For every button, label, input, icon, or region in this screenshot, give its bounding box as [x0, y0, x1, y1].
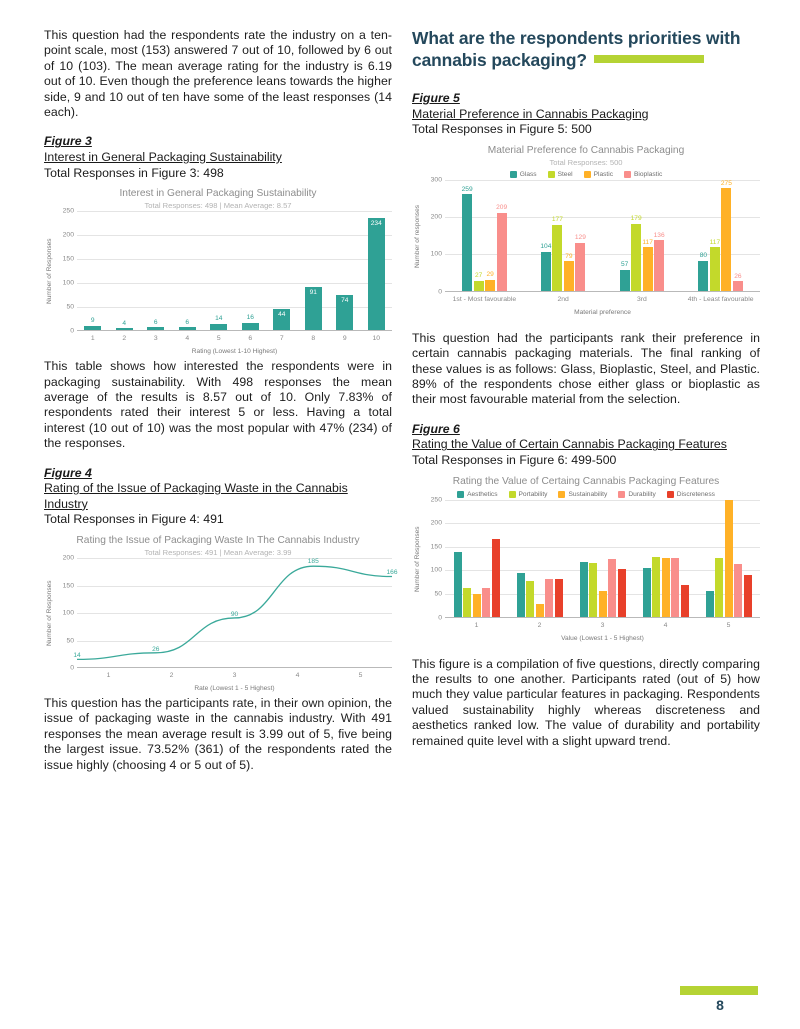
y-tick-label: 50: [434, 590, 442, 598]
figure5-plot-area: [412, 176, 760, 296]
bar-group: [603, 180, 682, 291]
figure4-plot: [73, 558, 398, 668]
bar[interactable]: [526, 581, 534, 616]
x-tick-label: 2: [122, 335, 127, 343]
y-tick-label: 200: [430, 213, 442, 221]
bar-group: [77, 211, 109, 330]
legend-label: Aesthetics: [467, 490, 498, 498]
bar[interactable]: [618, 569, 626, 616]
bar[interactable]: [744, 575, 752, 617]
bar-value-label: 57: [620, 261, 629, 269]
legend-item[interactable]: [618, 491, 655, 498]
section-headline-text: What are the respondents priorities with cannabis packaging?: [412, 28, 741, 70]
x-tick-label: 3: [153, 335, 158, 343]
bar[interactable]: [368, 218, 385, 330]
figure3-total-responses: Total Responses in Figure 3: 498: [44, 165, 224, 180]
figure3-bar-groups: [77, 211, 392, 330]
x-tick-label: 8: [311, 335, 316, 343]
figure4-plot-area: [44, 554, 398, 672]
legend-swatch-steel: [548, 171, 555, 178]
figure5-title: Material Preference fo Cannabis Packaging: [487, 144, 685, 156]
bar[interactable]: [698, 252, 708, 291]
y-tick-label: 50: [66, 637, 74, 645]
bar-value-label: 14: [215, 315, 223, 322]
chart-figure5: [412, 144, 760, 316]
line-point-label: 14: [73, 652, 81, 660]
bar-group: [681, 180, 760, 291]
x-tick-label: 6: [248, 335, 253, 343]
figure5-legend: [412, 171, 760, 178]
y-tick-label: 0: [438, 288, 442, 296]
legend-item[interactable]: [584, 171, 613, 178]
x-tick-label: 2: [169, 672, 174, 680]
two-column-layout: [44, 28, 760, 787]
bar-value-label: 29: [486, 271, 494, 279]
bar[interactable]: [461, 185, 473, 291]
figure5-total-responses: Total Responses in Figure 5: 500: [412, 122, 592, 137]
line-point-label: 166: [386, 568, 398, 576]
legend-item[interactable]: [509, 491, 548, 498]
section-headline: [412, 28, 760, 71]
bar[interactable]: [642, 238, 653, 291]
bar-group: [203, 211, 235, 330]
y-tick-label: 250: [62, 207, 74, 215]
bar[interactable]: [608, 559, 616, 617]
bar-value-label: 91: [309, 288, 317, 296]
bar[interactable]: [336, 295, 353, 331]
bar-value-label: 104: [540, 243, 552, 251]
x-tick-label: 1st - Most favourable: [452, 295, 517, 303]
paragraph-figure4-analysis: This question has the participants rate, in their own opinion, the issue of packaging waste in the cannabis industry. With 491 responses the mean average result is 3.99 out of 5, five being the largest issue. 73.52% (361) of the respondents rated the issue highly (choosing 4 or 5 out of 5).: [44, 696, 392, 772]
bar[interactable]: [643, 568, 651, 616]
bar[interactable]: [485, 271, 495, 291]
figure4-y-axis-label: Number of Responses: [46, 580, 53, 646]
figure6-plot: [445, 500, 760, 618]
legend-label: Discreteness: [676, 490, 715, 498]
bar[interactable]: [709, 238, 721, 291]
legend-label: Durability: [628, 490, 656, 498]
figure6-y-axis-label: Number of Responses: [414, 525, 421, 592]
bar[interactable]: [662, 558, 670, 617]
x-tick-label: 7: [279, 335, 284, 343]
x-tick-label: 3: [600, 621, 605, 629]
bar[interactable]: [454, 552, 462, 617]
bar-value-label: 259: [461, 185, 473, 193]
figure5-y-axis-label: Number of responses: [414, 204, 421, 268]
bar-value-label: 6: [153, 318, 158, 326]
y-tick-label: 150: [62, 255, 74, 263]
bar-value-label: 117: [709, 238, 721, 246]
footer-accent-bar: [680, 986, 758, 995]
bar-value-label: 117: [642, 238, 653, 246]
x-tick-label: 5: [216, 335, 221, 343]
y-tick-label: 250: [430, 496, 442, 504]
bar[interactable]: [551, 216, 563, 291]
bar-value-label: 79: [565, 252, 573, 260]
x-tick-label: 1: [90, 335, 95, 343]
bar[interactable]: [305, 287, 322, 331]
bar-group: [266, 211, 298, 330]
bar-group: [571, 500, 634, 617]
figure5-subtitle: Total Responses: 500: [549, 157, 623, 167]
bar[interactable]: [482, 588, 490, 616]
bar[interactable]: [599, 591, 607, 616]
legend-label: Steel: [557, 170, 573, 178]
figure5-x-axis: [445, 292, 760, 303]
x-tick-label: 1: [106, 672, 111, 680]
x-tick-label: 4: [185, 335, 190, 343]
x-tick-label: 10: [372, 335, 381, 343]
bar-group: [361, 211, 393, 330]
bar[interactable]: [84, 317, 101, 330]
figure4-label: Figure 4: [44, 465, 92, 480]
bar-group: [172, 211, 204, 330]
x-tick-label: 3rd: [636, 295, 647, 303]
figure3-plot-area: [44, 207, 392, 335]
bar[interactable]: [589, 563, 597, 616]
bar[interactable]: [620, 261, 630, 291]
figure3-y-axis-label: Number of Responses: [46, 238, 53, 305]
bar-group: [445, 500, 508, 617]
figure4-caption-title: Rating of the Issue of Packaging Waste in the Cannabis Industry: [44, 481, 348, 511]
legend-item[interactable]: [548, 171, 573, 178]
bar[interactable]: [463, 588, 471, 616]
legend-swatch-sustainability: [558, 491, 565, 498]
line-point-label: 26: [152, 645, 160, 653]
figure6-x-axis: [445, 618, 760, 629]
figure6-label: Figure 6: [412, 421, 460, 436]
figure6-x-axis-label: Value (Lowest 1 - 5 Highest): [561, 634, 644, 642]
paragraph-figure6-analysis: This figure is a compilation of five questions, directly comparing the results to one another. Participants rated (out of 5) how much they value particular features in packaging. Respondents valued sustainability highly whereas discreteness and aesthetics ranked low. The value of durability and portability remained quite level with a slight upward trend.: [412, 656, 760, 748]
legend-swatch-discreteness: [667, 491, 674, 498]
legend-label: Portability: [518, 490, 548, 498]
y-tick-label: 200: [62, 554, 74, 562]
bar-group: [109, 211, 141, 330]
figure4-x-axis: [77, 668, 392, 679]
bar[interactable]: [630, 215, 642, 291]
figure4-total-responses: Total Responses in Figure 4: 491: [44, 512, 224, 527]
y-tick-label: 0: [70, 664, 74, 672]
bar-group: [697, 500, 760, 617]
bar[interactable]: [210, 315, 227, 331]
bar[interactable]: [540, 243, 552, 291]
headline-accent-bar: [594, 55, 704, 63]
figure5-plot: [445, 180, 760, 292]
figure3-x-axis: [77, 331, 392, 342]
figure6-plot-area: [412, 496, 760, 622]
figure6-bar-groups: [445, 500, 760, 617]
left-column: [44, 28, 398, 787]
figure3-title: Interest in General Packaging Sustainability: [119, 188, 317, 200]
figure3-label: Figure 3: [44, 134, 92, 149]
figure6-total-responses: Total Responses in Figure 6: 499-500: [412, 453, 617, 467]
x-tick-label: 2: [537, 621, 542, 629]
bar[interactable]: [545, 579, 553, 617]
bar[interactable]: [492, 539, 500, 617]
bar-value-label: 6: [185, 318, 190, 326]
legend-swatch-aesthetics: [457, 491, 464, 498]
bar[interactable]: [652, 557, 660, 616]
figure4-title: Rating the Issue of Packaging Waste In The Cannabis Industry: [76, 535, 360, 547]
figure5-caption-title: Material Preference in Cannabis Packaging: [412, 106, 649, 121]
figure3-x-axis-label: Rating (Lowest 1-10 Highest): [191, 348, 278, 356]
bar[interactable]: [715, 558, 723, 617]
legend-label: Glass: [519, 170, 537, 178]
x-tick-label: 5: [358, 672, 363, 680]
bar-value-label: 44: [278, 311, 286, 319]
bar-value-label: 9: [90, 317, 95, 325]
legend-label: Sustainability: [568, 490, 608, 498]
x-tick-label: 2nd: [557, 295, 569, 303]
figure6-legend: [412, 491, 760, 498]
bar[interactable]: [580, 562, 588, 617]
x-tick-label: 5: [726, 621, 731, 629]
x-tick-label: 9: [342, 335, 347, 343]
legend-item[interactable]: [624, 171, 662, 178]
bar[interactable]: [473, 594, 481, 616]
bar-value-label: 179: [630, 215, 642, 223]
bar-value-label: 234: [370, 219, 382, 227]
bar[interactable]: [273, 309, 290, 330]
legend-swatch-portability: [509, 491, 516, 498]
paragraph-figure3-intro: This question had the respondents rate the industry on a ten-point scale, most (153) answered 7 out of 10, followed by 6 out of 10 (103). The mean average rating for the industry is 6.19 out of 10. Even though the preference leans towards the higher side, 9 and 10 out of ten have some of the least responses (14 each).: [44, 28, 392, 120]
chart-figure6: [412, 475, 760, 642]
page-footer: [680, 986, 760, 1013]
y-tick-label: 100: [62, 609, 74, 617]
legend-swatch-glass: [510, 171, 517, 178]
x-tick-label: 4: [295, 672, 300, 680]
bar[interactable]: [179, 318, 196, 330]
bar[interactable]: [653, 231, 665, 291]
x-tick-label: 4th - Least favourable: [687, 295, 754, 303]
y-tick-label: 50: [66, 303, 74, 311]
bar-value-label: 209: [496, 204, 508, 212]
figure5-x-axis-label: Material preference: [574, 308, 631, 316]
bar-value-label: 4: [122, 319, 127, 327]
y-tick-label: 300: [430, 176, 442, 184]
legend-item[interactable]: [457, 491, 497, 498]
legend-swatch-plastic: [584, 171, 591, 178]
bar-group: [524, 180, 603, 291]
figure6-title: Rating the Value of Certaing Cannabis Packaging Features: [452, 475, 720, 487]
bar-value-label: 129: [574, 234, 586, 242]
legend-label: Plastic: [593, 170, 614, 178]
bar[interactable]: [242, 314, 259, 331]
paragraph-figure3-analysis: This table shows how interested the respondents were in packaging sustainability. With 498 responses the mean average of the results is 8.57 out of 10. Only 7.83% of respondents rated their interest 5 or less. Having a total interest (10 out of 10) was the most popular with 47% (234) of the responses.: [44, 359, 392, 451]
figure6-caption-title: Rating the Value of Certain Cannabis Packaging Features: [412, 437, 727, 452]
bar[interactable]: [564, 252, 574, 290]
figure5-y-axis: [423, 176, 445, 296]
bar-value-label: 74: [341, 296, 349, 304]
y-tick-label: 100: [430, 250, 442, 258]
bar[interactable]: [555, 579, 563, 617]
figure4-x-axis-label: Rate (Lowest 1 - 5 Highest): [194, 685, 275, 693]
figure5-bar-groups: [445, 180, 760, 291]
y-tick-label: 200: [430, 519, 442, 527]
figure3-y-axis: [55, 207, 77, 335]
y-tick-label: 150: [62, 582, 74, 590]
bar-value-label: 27: [474, 272, 483, 280]
right-column: [412, 28, 760, 787]
bar[interactable]: [536, 604, 544, 616]
legend-swatch-durability: [618, 491, 625, 498]
y-tick-label: 150: [430, 543, 442, 551]
bar[interactable]: [725, 500, 733, 616]
figure4-subtitle: Total Responses: 491 | Mean Average: 3.99: [144, 548, 292, 558]
legend-item[interactable]: [510, 171, 537, 178]
bar[interactable]: [706, 591, 714, 616]
bar-value-label: 136: [653, 231, 665, 239]
bar-value-label: 177: [551, 216, 563, 224]
bar-value-label: 275: [720, 179, 732, 187]
y-tick-label: 100: [430, 566, 442, 574]
bar-value-label: 80: [699, 252, 708, 260]
bar-group: [329, 211, 361, 330]
bar[interactable]: [517, 573, 525, 616]
paragraph-figure5-analysis: This question had the participants rank their preference in certain cannabis packaging materials. The final ranking of these values is as follows: Glass, Bioplastic, Steel, and Plastic. 89% of the respondents chose either glass or bioplastic as their most favourable material from the selection.: [412, 330, 760, 407]
y-tick-label: 0: [438, 614, 442, 622]
bar-value-label: 26: [734, 272, 742, 280]
figure3-caption-title: Interest in General Packaging Sustainability: [44, 150, 282, 165]
x-tick-label: 4: [663, 621, 668, 629]
bar[interactable]: [574, 234, 586, 291]
figure6-y-axis: [423, 496, 445, 622]
bar-group: [298, 211, 330, 330]
bar-value-label: 16: [246, 314, 254, 322]
figure3-subtitle: Total Responses: 498 | Mean Average: 8.57: [144, 201, 292, 211]
figure3-plot: [77, 211, 392, 331]
bar[interactable]: [733, 272, 743, 291]
legend-item[interactable]: [667, 491, 715, 498]
bar[interactable]: [147, 318, 164, 330]
bar[interactable]: [474, 272, 484, 291]
bar-group: [140, 211, 172, 330]
line-point-label: 185: [307, 558, 319, 566]
bar[interactable]: [671, 558, 679, 617]
bar[interactable]: [734, 564, 742, 617]
bar-group: [508, 500, 571, 617]
legend-item[interactable]: [558, 491, 607, 498]
legend-swatch-bioplastic: [624, 171, 631, 178]
bar[interactable]: [681, 585, 689, 617]
bar[interactable]: [496, 204, 508, 291]
legend-label: Bioplastic: [634, 170, 663, 178]
y-tick-label: 100: [62, 279, 74, 287]
figure5-label: Figure 5: [412, 91, 460, 105]
line-point-label: 90: [230, 610, 239, 618]
bar[interactable]: [720, 179, 732, 291]
bar-group: [634, 500, 697, 617]
chart-figure3: [44, 187, 392, 355]
x-tick-label: 3: [232, 672, 237, 680]
page-number: 8: [716, 997, 724, 1013]
bar-group: [445, 180, 524, 291]
bar-group: [235, 211, 267, 330]
y-tick-label: 0: [70, 327, 74, 335]
x-tick-label: 1: [474, 621, 479, 629]
bar[interactable]: [116, 319, 133, 330]
y-tick-label: 200: [62, 231, 74, 239]
chart-figure4: [44, 534, 398, 693]
